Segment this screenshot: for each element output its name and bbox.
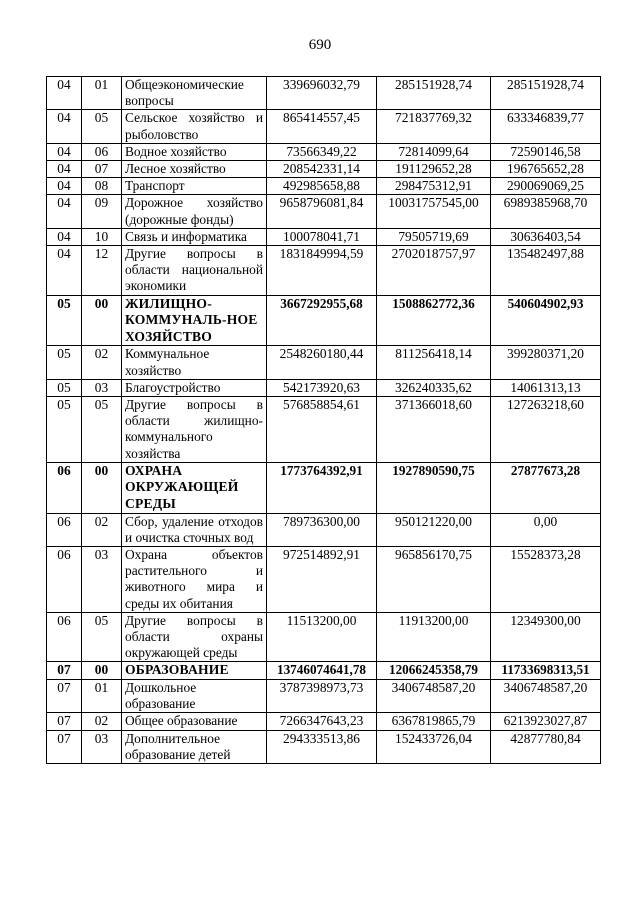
expense-name: Другие вопросы в области охраны окружающей среды [122, 612, 267, 662]
table-row [47, 161, 601, 178]
section-code: 04 [47, 77, 82, 110]
amount-col-2: 191129652,28 [377, 161, 491, 178]
expense-name: Водное хозяйство [122, 143, 267, 160]
table-row [47, 730, 601, 763]
amount-col-3: 30636403,54 [491, 228, 601, 245]
subsection-code: 02 [82, 713, 122, 730]
subsection-code: 05 [82, 397, 122, 463]
section-code: 05 [47, 346, 82, 379]
subsection-code: 00 [82, 462, 122, 513]
subsection-code: 06 [82, 143, 122, 160]
table-row-section-total [47, 462, 601, 513]
expense-name: Лесное хозяйство [122, 161, 267, 178]
subsection-code: 01 [82, 680, 122, 713]
amount-col-2: 6367819865,79 [377, 713, 491, 730]
amount-col-3: 196765652,28 [491, 161, 601, 178]
expense-name: Сбор, удаление отходов и очистка сточных вод [122, 513, 267, 546]
subsection-code: 03 [82, 379, 122, 396]
table-row [47, 612, 601, 662]
section-code: 04 [47, 228, 82, 245]
amount-col-1: 576858854,61 [267, 397, 377, 463]
amount-col-3: 12349300,00 [491, 612, 601, 662]
table-row-section-total [47, 295, 601, 346]
expense-name: ОХРАНА ОКРУЖАЮЩЕЙ СРЕДЫ [122, 462, 267, 513]
subsection-code: 03 [82, 730, 122, 763]
amount-col-2: 371366018,60 [377, 397, 491, 463]
subsection-code: 12 [82, 246, 122, 296]
subsection-code: 05 [82, 110, 122, 143]
amount-col-3: 72590146,58 [491, 143, 601, 160]
section-code: 04 [47, 143, 82, 160]
section-code: 07 [47, 713, 82, 730]
expense-name: Связь и информатика [122, 228, 267, 245]
expense-name: ЖИЛИЩНО-КОММУНАЛЬ-НОЕ ХОЗЯЙСТВО [122, 295, 267, 346]
amount-col-2: 72814099,64 [377, 143, 491, 160]
amount-col-1: 1831849994,59 [267, 246, 377, 296]
section-code: 06 [47, 612, 82, 662]
expense-name: Охрана объектов растительного и животного мира и среды их обитания [122, 547, 267, 613]
amount-col-2: 1508862772,36 [377, 295, 491, 346]
section-code: 07 [47, 680, 82, 713]
table-row [47, 143, 601, 160]
amount-col-3: 285151928,74 [491, 77, 601, 110]
amount-col-3: 6989385968,70 [491, 195, 601, 228]
section-code: 04 [47, 246, 82, 296]
amount-col-3: 42877780,84 [491, 730, 601, 763]
amount-col-2: 326240335,62 [377, 379, 491, 396]
expense-name: Сельское хозяйство и рыболовство [122, 110, 267, 143]
section-code: 04 [47, 161, 82, 178]
amount-col-1: 2548260180,44 [267, 346, 377, 379]
amount-col-2: 1927890590,75 [377, 462, 491, 513]
amount-col-3: 399280371,20 [491, 346, 601, 379]
expense-name: Дорожное хозяйство (дорожные фонды) [122, 195, 267, 228]
subsection-code: 02 [82, 346, 122, 379]
amount-col-2: 152433726,04 [377, 730, 491, 763]
amount-col-1: 339696032,79 [267, 77, 377, 110]
table-row [47, 680, 601, 713]
budget-table-body [47, 77, 601, 764]
table-row [47, 228, 601, 245]
table-row [47, 513, 601, 546]
expense-name: Другие вопросы в области национальной экономики [122, 246, 267, 296]
amount-col-1: 972514892,91 [267, 547, 377, 613]
table-row-section-total [47, 662, 601, 680]
amount-col-1: 208542331,14 [267, 161, 377, 178]
section-code: 05 [47, 295, 82, 346]
section-code: 05 [47, 397, 82, 463]
expense-name: Другие вопросы в области жилищно-коммунального хозяйства [122, 397, 267, 463]
table-row [47, 110, 601, 143]
expense-name: ОБРАЗОВАНИЕ [122, 662, 267, 680]
amount-col-1: 865414557,45 [267, 110, 377, 143]
amount-col-3: 0,00 [491, 513, 601, 546]
expense-name: Коммунальное хозяйство [122, 346, 267, 379]
table-row [47, 379, 601, 396]
amount-col-2: 79505719,69 [377, 228, 491, 245]
amount-col-1: 13746074641,78 [267, 662, 377, 680]
table-row [47, 713, 601, 730]
amount-col-2: 965856170,75 [377, 547, 491, 613]
amount-col-1: 73566349,22 [267, 143, 377, 160]
amount-col-2: 298475312,91 [377, 178, 491, 195]
amount-col-2: 11913200,00 [377, 612, 491, 662]
table-row [47, 547, 601, 613]
amount-col-3: 127263218,60 [491, 397, 601, 463]
amount-col-3: 11733698313,51 [491, 662, 601, 680]
amount-col-3: 633346839,77 [491, 110, 601, 143]
section-code: 06 [47, 462, 82, 513]
amount-col-1: 100078041,71 [267, 228, 377, 245]
expense-name: Благоустройство [122, 379, 267, 396]
section-code: 04 [47, 195, 82, 228]
table-row [47, 397, 601, 463]
amount-col-1: 9658796081,84 [267, 195, 377, 228]
expense-name: Транспорт [122, 178, 267, 195]
amount-col-2: 721837769,32 [377, 110, 491, 143]
section-code: 07 [47, 730, 82, 763]
amount-col-2: 811256418,14 [377, 346, 491, 379]
table-row [47, 178, 601, 195]
page-number: 690 [308, 37, 332, 53]
section-code: 04 [47, 178, 82, 195]
expense-name: Общеэкономические вопросы [122, 77, 267, 110]
expense-name: Дошкольное образование [122, 680, 267, 713]
amount-col-3: 135482497,88 [491, 246, 601, 296]
subsection-code: 03 [82, 547, 122, 613]
amount-col-1: 542173920,63 [267, 379, 377, 396]
subsection-code: 10 [82, 228, 122, 245]
amount-col-1: 7266347643,23 [267, 713, 377, 730]
subsection-code: 00 [82, 662, 122, 680]
section-code: 07 [47, 662, 82, 680]
amount-col-2: 2702018757,97 [377, 246, 491, 296]
amount-col-1: 11513200,00 [267, 612, 377, 662]
amount-col-3: 290069069,25 [491, 178, 601, 195]
table-row [47, 195, 601, 228]
amount-col-3: 540604902,93 [491, 295, 601, 346]
budget-table [46, 76, 601, 764]
amount-col-2: 10031757545,00 [377, 195, 491, 228]
amount-col-2: 3406748587,20 [377, 680, 491, 713]
subsection-code: 05 [82, 612, 122, 662]
amount-col-1: 789736300,00 [267, 513, 377, 546]
amount-col-2: 950121220,00 [377, 513, 491, 546]
amount-col-1: 1773764392,91 [267, 462, 377, 513]
section-code: 05 [47, 379, 82, 396]
amount-col-2: 12066245358,79 [377, 662, 491, 680]
amount-col-3: 6213923027,87 [491, 713, 601, 730]
expense-name: Общее образование [122, 713, 267, 730]
amount-col-1: 3787398973,73 [267, 680, 377, 713]
table-row [47, 246, 601, 296]
subsection-code: 07 [82, 161, 122, 178]
table-row [47, 77, 601, 110]
amount-col-1: 492985658,88 [267, 178, 377, 195]
subsection-code: 00 [82, 295, 122, 346]
expense-name: Дополнительное образование детей [122, 730, 267, 763]
section-code: 04 [47, 110, 82, 143]
subsection-code: 02 [82, 513, 122, 546]
section-code: 06 [47, 547, 82, 613]
amount-col-3: 27877673,28 [491, 462, 601, 513]
amount-col-1: 3667292955,68 [267, 295, 377, 346]
section-code: 06 [47, 513, 82, 546]
amount-col-3: 14061313,13 [491, 379, 601, 396]
subsection-code: 01 [82, 77, 122, 110]
table-row [47, 346, 601, 379]
amount-col-3: 3406748587,20 [491, 680, 601, 713]
subsection-code: 09 [82, 195, 122, 228]
amount-col-2: 285151928,74 [377, 77, 491, 110]
subsection-code: 08 [82, 178, 122, 195]
amount-col-3: 15528373,28 [491, 547, 601, 613]
amount-col-1: 294333513,86 [267, 730, 377, 763]
